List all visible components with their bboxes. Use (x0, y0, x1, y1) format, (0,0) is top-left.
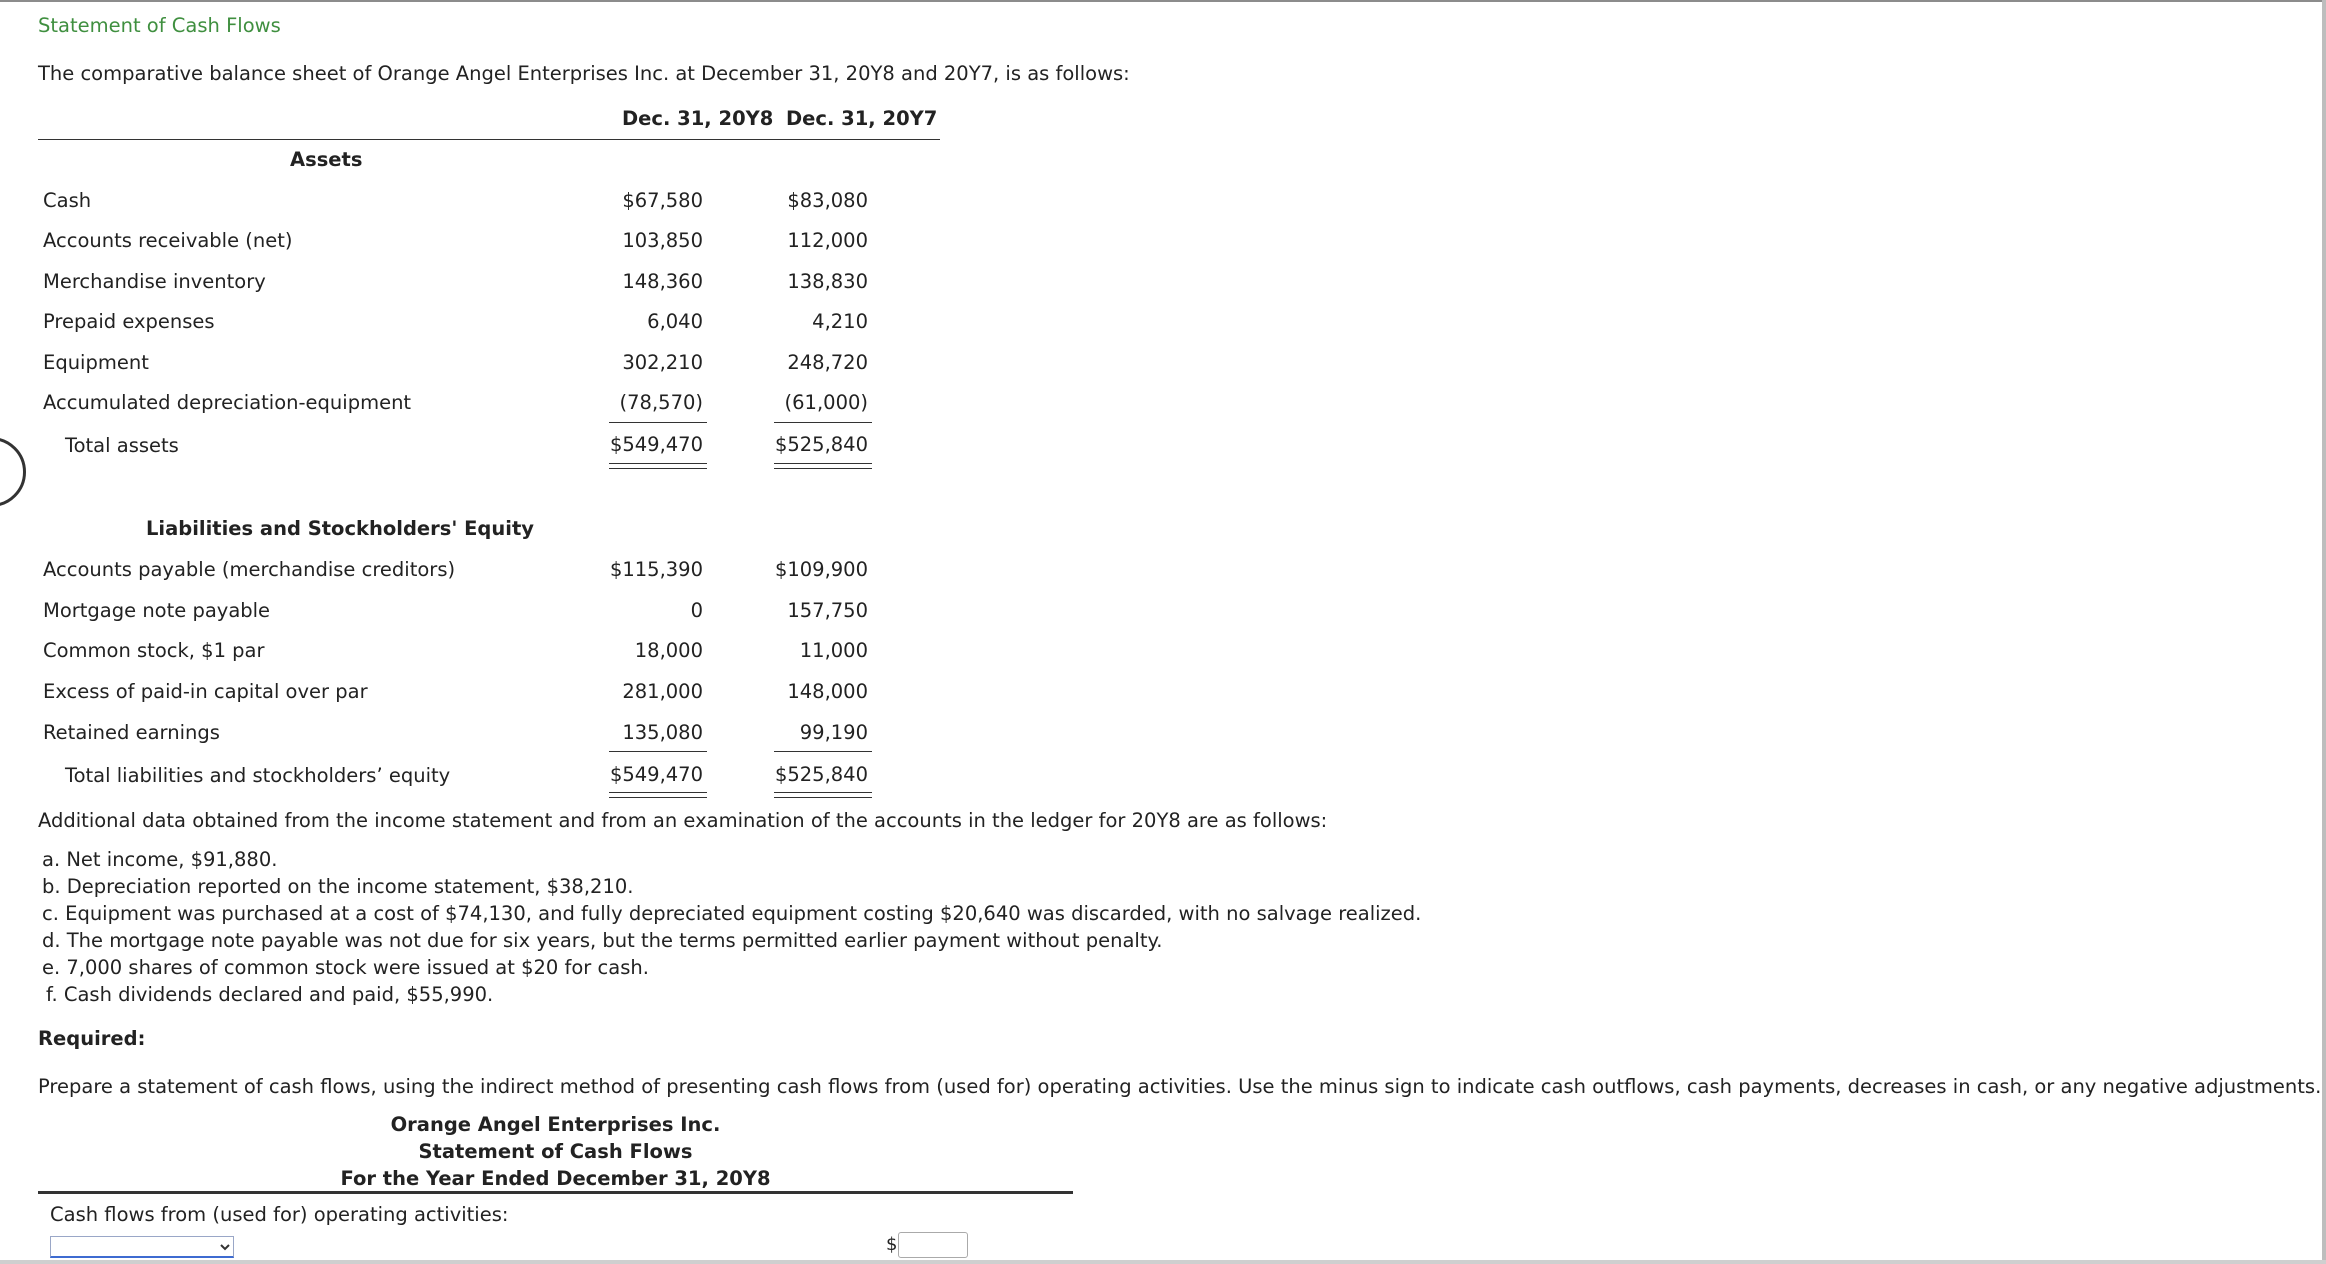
scrollbar-edge[interactable] (2322, 0, 2326, 1264)
row-label-cash: Cash (43, 189, 92, 212)
additional-item-e: e. 7,000 shares of common stock were issued at $20 for cash. (42, 956, 649, 979)
required-text: Prepare a statement of cash flows, using the indirect method of presenting cash flows from (used for) operating activities. Use the minus sign to indicate cash outflows, cash payments, decreases in cash, or any negative adjustments. (38, 1075, 2322, 1098)
excess-paid-in-capital-20y7: 148,000 (787, 680, 868, 703)
row-label-merchandise-inventory: Merchandise inventory (43, 270, 266, 293)
currency-symbol: $ (886, 1234, 898, 1255)
row-label-accumulated-depreciation: Accumulated depreciation-equipment (43, 391, 412, 414)
equipment-20y8: 302,210 (622, 351, 703, 374)
assets-sum-line-20y8 (609, 422, 707, 423)
accounts-payable-20y7: $109,900 (774, 558, 868, 581)
operating-item-dropdown[interactable] (50, 1236, 234, 1258)
total-liabilities-equity-20y7: $525,840 (774, 763, 868, 786)
col-header-20y7: Dec. 31, 20Y7 (786, 107, 938, 130)
assets-heading: Assets (290, 148, 363, 171)
liabilities-heading: Liabilities and Stockholders' Equity (146, 517, 534, 540)
statement-header-rule (38, 1191, 1073, 1194)
accounts-receivable-20y8: 103,850 (622, 229, 703, 252)
assets-sum-line-20y7 (774, 422, 872, 423)
row-label-total-liabilities-equity: Total liabilities and stockholders’ equity (65, 764, 451, 787)
total-assets-double-rule-20y8 (609, 463, 707, 469)
row-label-mortgage-note-payable: Mortgage note payable (43, 599, 271, 622)
equipment-20y7: 248,720 (787, 351, 868, 374)
bottom-border (0, 1260, 2326, 1264)
total-liabilities-double-rule-20y8 (609, 792, 707, 798)
operating-amount-input[interactable] (898, 1232, 968, 1258)
row-label-common-stock: Common stock, $1 par (43, 639, 265, 662)
accounts-payable-20y8: $115,390 (609, 558, 703, 581)
total-assets-20y7: $525,840 (774, 433, 868, 456)
accounts-receivable-20y7: 112,000 (787, 229, 868, 252)
liabilities-sum-line-20y7 (774, 751, 872, 752)
mortgage-note-payable-20y7: 157,750 (787, 599, 868, 622)
additional-item-b: b. Depreciation reported on the income statement, $38,210. (42, 875, 634, 898)
required-label: Required: (38, 1027, 146, 1050)
total-liabilities-equity-20y8: $549,470 (609, 763, 703, 786)
liabilities-sum-line-20y8 (609, 751, 707, 752)
additional-item-a: a. Net income, $91,880. (42, 848, 278, 871)
accumulated-depreciation-20y8: (78,570) (619, 391, 703, 414)
common-stock-20y8: 18,000 (634, 639, 703, 662)
side-handle-circle[interactable] (0, 437, 26, 507)
section-title: Statement of Cash Flows (38, 14, 281, 37)
total-assets-20y8: $549,470 (609, 433, 703, 456)
merchandise-inventory-20y8: 148,360 (622, 270, 703, 293)
top-border (0, 0, 2326, 2)
additional-item-d: d. The mortgage note payable was not due for six years, but the terms permitted earlier payment without penalty. (42, 929, 1163, 952)
total-assets-double-rule-20y7 (774, 463, 872, 469)
statement-name: Statement of Cash Flows (418, 1140, 693, 1163)
mortgage-note-payable-20y8: 0 (690, 599, 703, 622)
col-header-20y8: Dec. 31, 20Y8 (622, 107, 774, 130)
prepaid-expenses-20y8: 6,040 (647, 310, 703, 333)
cash-20y7: $83,080 (787, 189, 868, 212)
accumulated-depreciation-20y7: (61,000) (784, 391, 868, 414)
row-label-prepaid-expenses: Prepaid expenses (43, 310, 215, 333)
row-label-retained-earnings: Retained earnings (43, 721, 220, 744)
common-stock-20y7: 11,000 (799, 639, 868, 662)
retained-earnings-20y8: 135,080 (622, 721, 703, 744)
row-label-total-assets: Total assets (65, 434, 179, 457)
excess-paid-in-capital-20y8: 281,000 (622, 680, 703, 703)
additional-data-intro: Additional data obtained from the income statement and from an examination of the accounts in the ledger for 20Y8 are as follows: (38, 809, 1328, 832)
additional-item-f: f. Cash dividends declared and paid, $55,990. (46, 983, 494, 1006)
row-label-accounts-payable: Accounts payable (merchandise creditors) (43, 558, 456, 581)
header-rule (38, 139, 940, 140)
statement-period: For the Year Ended December 31, 20Y8 (340, 1167, 771, 1190)
additional-item-c: c. Equipment was purchased at a cost of $74,130, and fully depreciated equipment costing $20,640 was discarded, with no salvage realized. (42, 902, 1422, 925)
row-label-equipment: Equipment (43, 351, 149, 374)
row-label-excess-paid-in-capital: Excess of paid-in capital over par (43, 680, 368, 703)
total-liabilities-double-rule-20y7 (774, 792, 872, 798)
merchandise-inventory-20y7: 138,830 (787, 270, 868, 293)
statement-company-name: Orange Angel Enterprises Inc. (390, 1113, 721, 1136)
cash-20y8: $67,580 (622, 189, 703, 212)
retained-earnings-20y7: 99,190 (799, 721, 868, 744)
intro-text: The comparative balance sheet of Orange Angel Enterprises Inc. at December 31, 20Y8 and 20Y7, is as follows: (38, 62, 1130, 85)
operating-activities-label: Cash flows from (used for) operating activities: (50, 1203, 509, 1226)
prepaid-expenses-20y7: 4,210 (812, 310, 868, 333)
row-label-accounts-receivable: Accounts receivable (net) (43, 229, 293, 252)
